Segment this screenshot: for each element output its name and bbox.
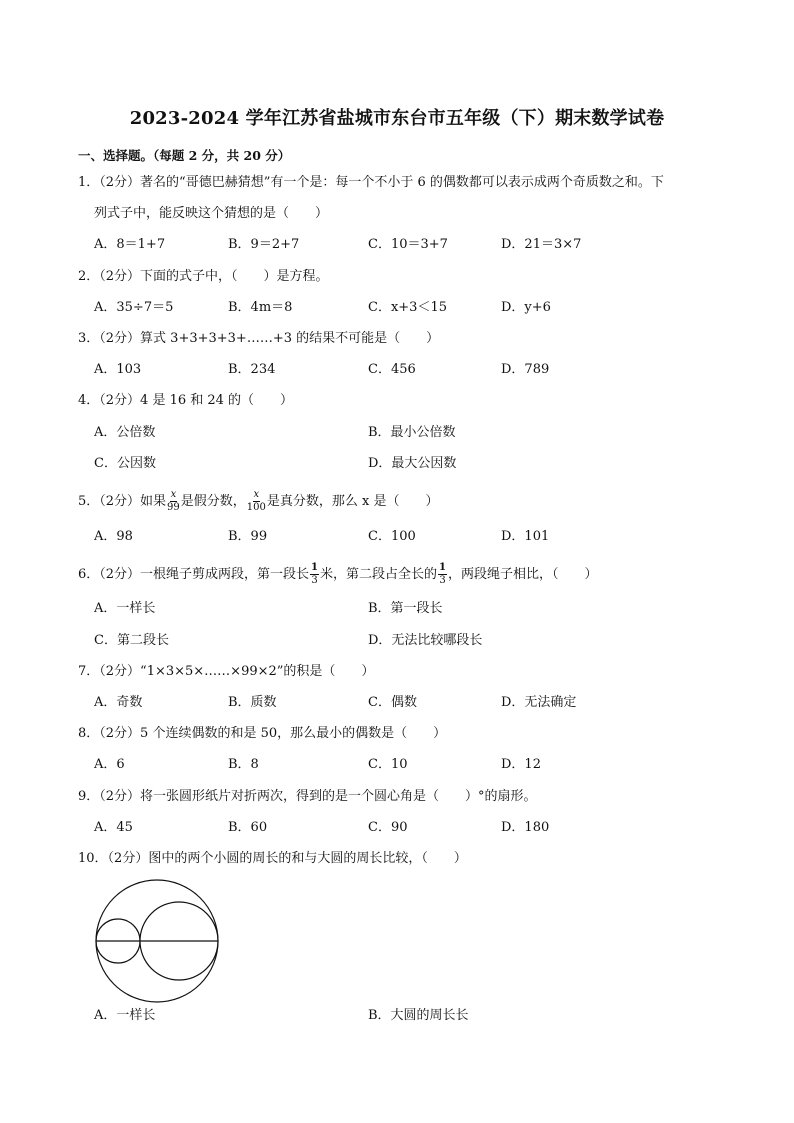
question-6-option-b[interactable]: B．第一段长 bbox=[368, 601, 443, 616]
question-9-text: 9．（2分）将一张圆形纸片对折两次，得到的是一个圆心角是（ ）°的扇形。 bbox=[78, 789, 537, 804]
question-7-text: 7．（2分）“1×3×5×……×99×2”的积是（ ） bbox=[78, 664, 375, 679]
question-4-option-b[interactable]: B．最小公倍数 bbox=[368, 425, 456, 440]
question-10-text: 10．（2分）图中的两个小圆的周长的和与大圆的周长比较，（ ） bbox=[78, 851, 467, 866]
question-3-option-c[interactable]: C．456 bbox=[368, 362, 416, 377]
question-1-option-c[interactable]: C．10＝3+7 bbox=[368, 237, 448, 252]
fraction-one-third bbox=[310, 563, 319, 586]
fraction-numerator: 1 bbox=[439, 562, 446, 573]
fraction-numerator: 1 bbox=[311, 562, 319, 573]
question-6-option-c[interactable]: C．第二段长 bbox=[94, 633, 169, 648]
question-3-option-d[interactable]: D．789 bbox=[501, 362, 550, 377]
question-5-option-a[interactable]: A．98 bbox=[94, 529, 133, 544]
question-5-prefix: 5．（2分）如果 bbox=[78, 494, 167, 509]
section-heading: 一、选择题。（每题 2 分，共 20 分） bbox=[78, 148, 291, 163]
question-4-option-d[interactable]: D．最大公因数 bbox=[368, 456, 457, 471]
fraction-x-over-100 bbox=[247, 490, 266, 513]
question-5-option-c[interactable]: C．100 bbox=[368, 529, 416, 544]
fraction-numerator: x bbox=[170, 489, 177, 500]
question-6-prefix: 6．（2分）一根绳子剪成两段，第一段长 bbox=[78, 567, 310, 582]
fraction-denominator: 3 bbox=[439, 575, 446, 586]
circles-diagram bbox=[92, 878, 222, 1008]
question-4-option-c[interactable]: C．公因数 bbox=[94, 456, 156, 471]
question-2-text: 2．（2分）下面的式子中，（ ）是方程。 bbox=[78, 269, 329, 284]
question-8-option-d[interactable]: D．12 bbox=[501, 757, 541, 772]
question-2-option-c[interactable]: C．x+3＜15 bbox=[368, 300, 447, 315]
question-4-text: 4．（2分）4 是 16 和 24 的（ ） bbox=[78, 393, 294, 408]
question-9-option-a[interactable]: A．45 bbox=[94, 820, 133, 835]
question-5-suffix: 是真分数，那么 x 是（ ） bbox=[266, 494, 439, 509]
question-10-option-a[interactable]: A．一样长 bbox=[94, 1008, 156, 1023]
question-6-option-d[interactable]: D．无法比较哪段长 bbox=[368, 633, 483, 648]
question-8-text: 8．（2分）5 个连续偶数的和是 50，那么最小的偶数是（ ） bbox=[78, 726, 447, 741]
fraction-x-over-99 bbox=[167, 490, 180, 513]
question-5-option-b[interactable]: B．99 bbox=[228, 529, 268, 544]
question-1-option-a[interactable]: A．8＝1+7 bbox=[94, 237, 166, 252]
question-9-option-b[interactable]: B．60 bbox=[228, 820, 268, 835]
question-3-option-a[interactable]: A．103 bbox=[94, 362, 142, 377]
question-7-option-b[interactable]: B．质数 bbox=[228, 695, 277, 710]
question-7-option-a[interactable]: A．奇数 bbox=[94, 695, 143, 710]
question-8-option-c[interactable]: C．10 bbox=[368, 757, 408, 772]
question-3-text: 3．（2分）算式 3+3+3+3+……+3 的结果不可能是（ ） bbox=[78, 331, 440, 346]
question-1-option-d[interactable]: D．21＝3×7 bbox=[501, 237, 582, 252]
question-8-option-b[interactable]: B．8 bbox=[228, 757, 259, 772]
question-7-option-c[interactable]: C．偶数 bbox=[368, 695, 417, 710]
question-2-option-b[interactable]: B．4m＝8 bbox=[228, 300, 293, 315]
question-6-option-a[interactable]: A．一样长 bbox=[94, 601, 156, 616]
question-6-mid: 米，第二段占全长的 bbox=[320, 567, 438, 582]
question-4-option-a[interactable]: A．公倍数 bbox=[94, 425, 156, 440]
question-1-text-line-1: 1．（2分）著名的“哥德巴赫猜想”有一个是：每一个不小于 6 的偶数都可以表示成两个奇质数之和。下 bbox=[78, 175, 664, 190]
question-9-option-c[interactable]: C．90 bbox=[368, 820, 408, 835]
question-6-suffix: ，两段绳子相比，（ ） bbox=[448, 567, 598, 582]
fraction-denominator: 99 bbox=[167, 502, 180, 513]
question-3-option-b[interactable]: B．234 bbox=[228, 362, 276, 377]
question-1-option-b[interactable]: B．9＝2+7 bbox=[228, 237, 300, 252]
question-2-option-d[interactable]: D．y+6 bbox=[501, 300, 551, 315]
fraction-one-third bbox=[438, 563, 447, 586]
question-5-text bbox=[78, 490, 439, 513]
fraction-numerator: x bbox=[253, 489, 260, 500]
question-1-text-line-2: 列式子中，能反映这个猜想的是（ ） bbox=[94, 206, 329, 221]
question-7-option-d[interactable]: D．无法确定 bbox=[501, 695, 577, 710]
question-9-option-d[interactable]: D．180 bbox=[501, 820, 550, 835]
question-5-option-d[interactable]: D．101 bbox=[501, 529, 550, 544]
question-5-mid: 是假分数， bbox=[180, 494, 246, 509]
question-6-text bbox=[78, 563, 598, 586]
question-8-option-a[interactable]: A．6 bbox=[94, 757, 125, 772]
question-10-option-b[interactable]: B．大圆的周长长 bbox=[368, 1008, 469, 1023]
fraction-denominator: 100 bbox=[246, 502, 266, 513]
fraction-denominator: 3 bbox=[311, 575, 318, 586]
question-2-option-a[interactable]: A．35÷7＝5 bbox=[94, 300, 174, 315]
exam-title: 2023-2024 学年江苏省盐城市东台市五年级（下）期末数学试卷 bbox=[129, 108, 665, 129]
